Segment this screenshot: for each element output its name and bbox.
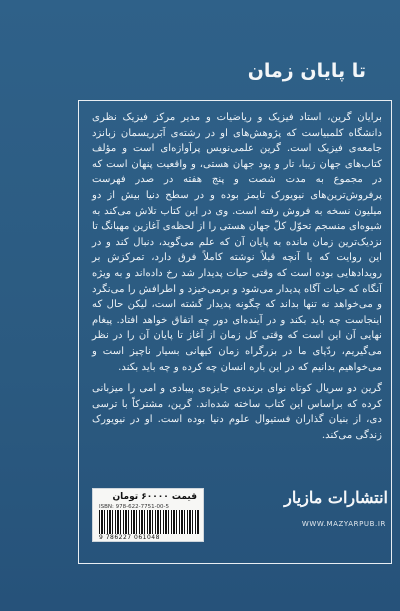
publisher-url: WWW.MAZYARPUB.IR	[301, 520, 386, 528]
publisher-name: انتشارات مازیار	[284, 488, 388, 507]
publisher-logo	[250, 488, 390, 548]
blurb-paragraph-2: گرین دو سریال کوتاه نوای برنده‌ی جایزه‌ی پیبادی و امی را میزبانی کرده که براساس این کتاب ساخته شده‌اند. گرین، مشترکاً با ترسی دی، از بنیان گذاران فستیوال علوم دنیا بوده است. او در نیویورک زندگی می‌کند.	[92, 383, 382, 441]
book-title: تا پایان زمان	[247, 60, 366, 82]
blurb-paragraph-1: برایان گرین، استاد فیزیک و ریاضیات و مدیر مرکز فیزیک نظری دانشگاه کلمبیاست که پژوهش‌های او در رشته‌ی اَبَرریسمان زبانزد جامعه‌ی فیزیک است. گرین علمی‌نویس پرآوازه‌ای است و مؤلف کتاب‌های جهان زیبا، تار و پود جهان هستی، و واقعیت پنهان است که در مجموع به مدت شصت و پنج هفته در صدر فهرست پرفروش‌ترین‌های نیویورک تایمز بوده و در سطح دنیا بیش از دو میلیون نسخه به فروش رفته است. وی در این کتاب تلاش می‌کند به شیوه‌ای منسجم تحوّل کلّ جهان هستی را از لحظه‌ی آغازین مهبانگ تا نزدیک‌ترین زمان مانده به پایان آن که علم می‌گوید، دنبال کند و در این روایت که با آنچه قبلاً نوشته کاملاً فرق دارد، تمرکزش بر رویدادهایی بوده است که وقتی حیات پدیدار شد رخ داده‌اند و به ویژه آنگاه که حیات آگاه پدیدار می‌شود و برمی‌خیزد و اطرافش را می‌نگرد و می‌خواهد نه تنها بداند که چگونه پدیدار گشته است، لیکن حال که اینجاست چه باید بکند و در آینده‌ای دور چه اتفاق خواهد افتاد. پیغام نهایی آن این است که وقتی کل زمان از آغاز تا پایان آن را در نظر می‌گیریم، ردّپای ما در بزرگراه زمان کیهانی بسیار ناچیز است و می‌خواهیم بدانیم که در این باره انسان چه کرده و چه باید بکند.	[92, 112, 382, 373]
blurb	[92, 110, 382, 449]
barcode-number: 9 786227 061048	[99, 534, 160, 541]
price: قیمت ۶۰۰۰۰ تومان	[112, 492, 197, 502]
price-barcode-label	[92, 488, 204, 542]
barcode-icon	[99, 510, 199, 534]
isbn: ISBN: 978-622-7751-00-5	[99, 504, 170, 510]
